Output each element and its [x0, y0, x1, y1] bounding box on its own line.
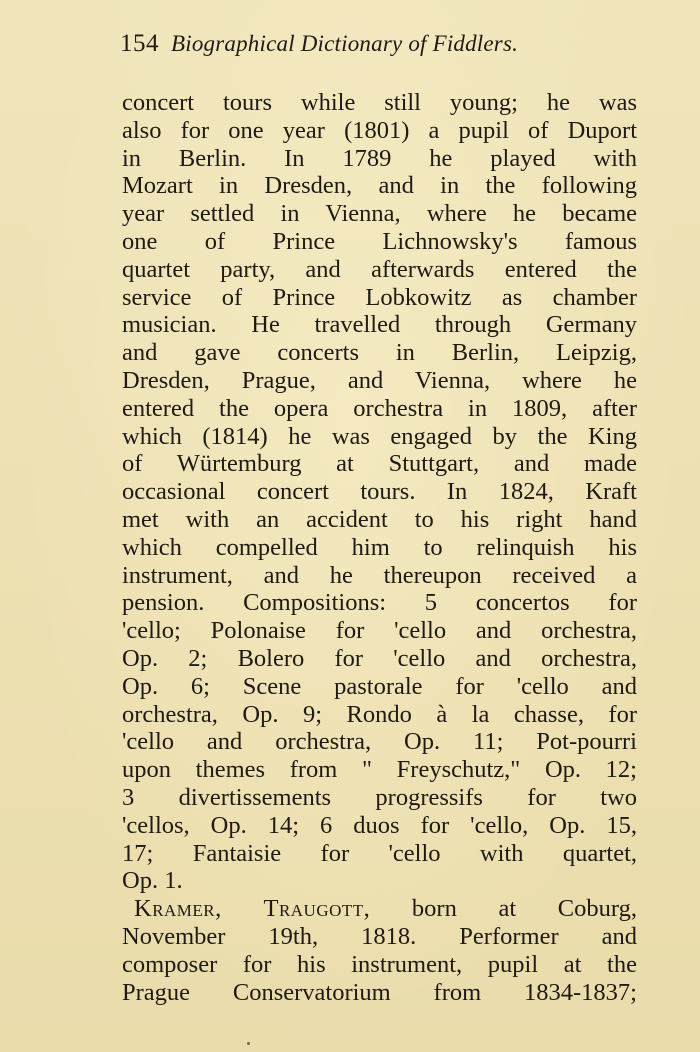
- text-line: in Berlin. In 1789 he played with: [122, 144, 637, 172]
- text-line: composer for his instrument, pupil at the: [122, 950, 637, 978]
- text-line: 'cello; Polonaise for 'cello and orchestra,: [122, 617, 637, 645]
- text-line: entered the opera orchestra in 1809, after: [122, 394, 637, 422]
- text-line: Op. 2; Bolero for 'cello and orchestra,: [122, 644, 637, 672]
- text-line: met with an accident to his right hand: [122, 505, 637, 533]
- text-line: quartet party, and afterwards entered the: [122, 255, 637, 283]
- text-line: one of Prince Lichnowsky's famous: [122, 227, 637, 255]
- text-line: musician. He travelled through Germany: [122, 311, 637, 339]
- text-line: 3 divertissements progressifs for two: [122, 783, 637, 811]
- text-line: of Würtemburg at Stuttgart, and made: [122, 450, 637, 478]
- text-line: also for one year (1801) a pupil of Duport: [122, 116, 637, 144]
- text-line: which compelled him to relinquish his: [122, 533, 637, 561]
- text-line: instrument, and he thereupon received a: [122, 561, 637, 589]
- text-line: 'cellos, Op. 14; 6 duos for 'cello, Op. 15,: [122, 811, 637, 839]
- page-header: [120, 30, 600, 66]
- text-line: and gave concerts in Berlin, Leipzig,: [122, 339, 637, 367]
- text-line: Dresden, Prague, and Vienna, where he: [122, 366, 637, 394]
- text-line: upon themes from " Freyschutz," Op. 12;: [122, 756, 637, 784]
- text-line: orchestra, Op. 9; Rondo à la chasse, for: [122, 700, 637, 728]
- paper-speck: [247, 1042, 250, 1045]
- page-number: 154: [120, 30, 159, 57]
- text-line: 'cello and orchestra, Op. 11; Pot-pourri: [122, 728, 637, 756]
- running-title: Biographical Dictionary of Fiddlers.: [171, 31, 519, 56]
- text-line: Op. 6; Scene pastorale for 'cello and: [122, 672, 637, 700]
- text-line: year settled in Vienna, where he became: [122, 200, 637, 228]
- entry-heading-line: [122, 895, 637, 923]
- text-line: Mozart in Dresden, and in the following: [122, 172, 637, 200]
- text-line: Prague Conservatorium from 1834-1837;: [122, 978, 637, 1006]
- body-text: [122, 89, 637, 1006]
- text-line: pension. Compositions: 5 concertos for: [122, 589, 637, 617]
- text-line: which (1814) he was engaged by the King: [122, 422, 637, 450]
- entry-heading-rest: born at Coburg,: [370, 895, 637, 923]
- text-line: 17; Fantaisie for 'cello with quartet,: [122, 839, 637, 867]
- text-line: November 19th, 1818. Performer and: [122, 922, 637, 950]
- entry-name: Kramer, Traugott,: [134, 895, 371, 923]
- text-line: occasional concert tours. In 1824, Kraft: [122, 478, 637, 506]
- text-line: concert tours while still young; he was: [122, 89, 637, 116]
- text-line: Op. 1.: [122, 867, 183, 895]
- text-line: service of Prince Lobkowitz as chamber: [122, 283, 637, 311]
